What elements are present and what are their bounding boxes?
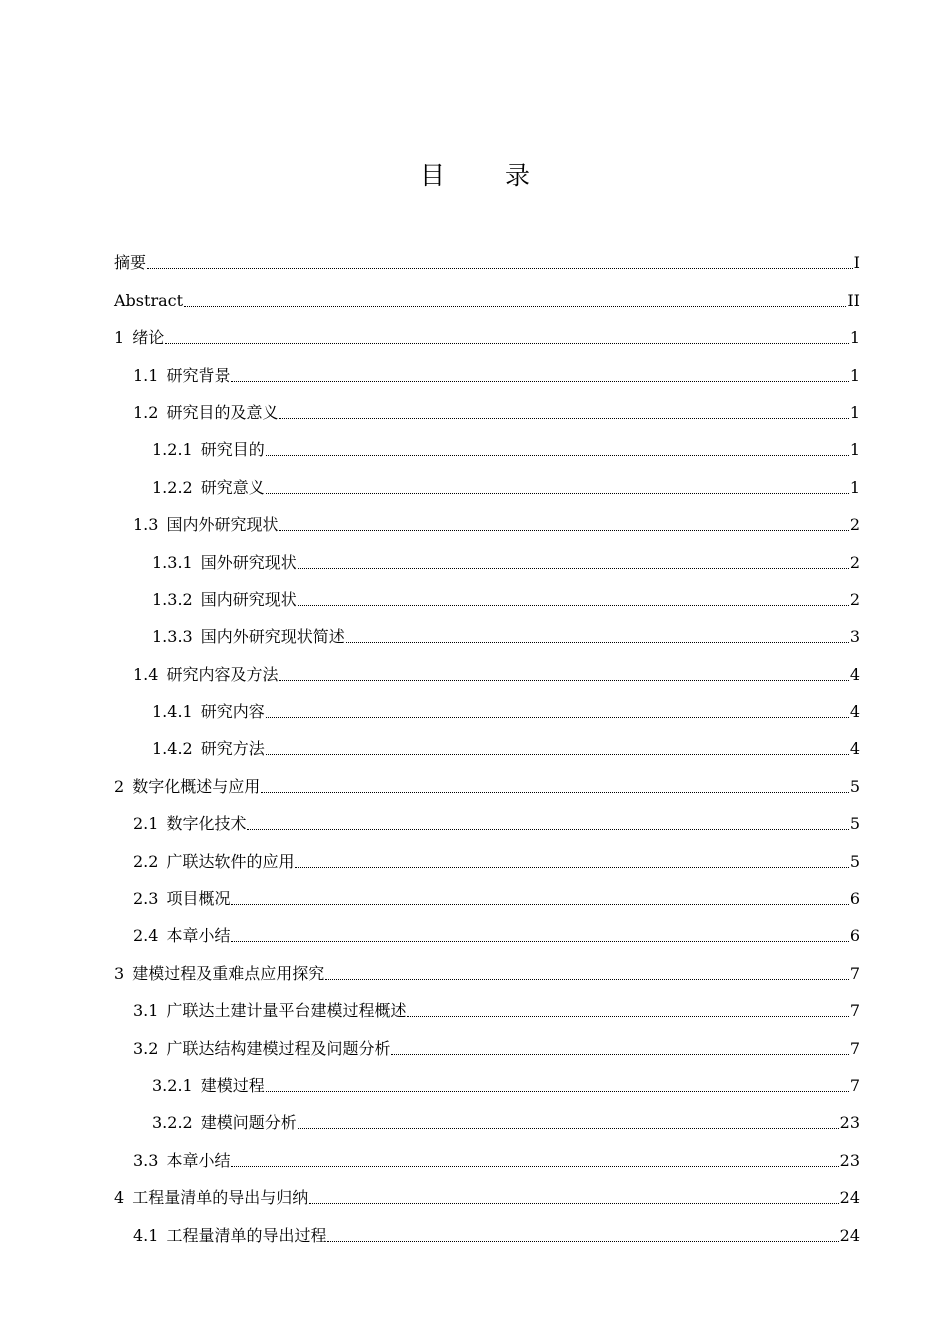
toc-entry[interactable] <box>114 760 860 797</box>
toc-entry-label <box>133 851 294 873</box>
toc-entry-page: 1 <box>849 365 860 385</box>
toc-entry-page: 4 <box>849 702 860 722</box>
toc-entry-label <box>152 1075 265 1097</box>
toc-entry-number: 3.2.2 <box>152 1113 193 1133</box>
toc-entry-label <box>152 738 265 760</box>
table-of-contents <box>114 237 860 1247</box>
toc-entry-page: 1 <box>849 440 860 460</box>
toc-entry-page: 1 <box>849 477 860 497</box>
toc-entry-text: 研究目的 <box>200 440 265 460</box>
toc-entry-label <box>114 290 183 312</box>
toc-entry[interactable] <box>114 611 860 648</box>
toc-dot-leader <box>298 604 849 606</box>
toc-entry-text: 数字化技术 <box>166 814 247 834</box>
toc-entry[interactable] <box>114 1209 860 1246</box>
toc-dot-leader <box>298 1127 839 1129</box>
toc-dot-leader <box>266 716 849 718</box>
toc-entry-text: 广联达结构建模过程及问题分析 <box>166 1038 391 1058</box>
toc-entry-label <box>133 664 278 686</box>
toc-dot-leader <box>231 1165 838 1167</box>
toc-entry-number: 4.1 <box>133 1225 159 1245</box>
toc-entry[interactable] <box>114 873 860 910</box>
toc-entry-number: 1.3.2 <box>152 589 193 609</box>
page-title: 目 录 <box>420 161 556 190</box>
toc-entry-label <box>133 813 246 835</box>
toc-entry[interactable] <box>114 686 860 723</box>
toc-entry-label <box>133 888 230 910</box>
toc-dot-leader <box>231 380 848 382</box>
toc-dot-leader <box>279 679 848 681</box>
toc-entry-label <box>152 1112 297 1134</box>
toc-entry-text: 广联达软件的应用 <box>166 851 295 871</box>
toc-entry[interactable] <box>114 648 860 685</box>
toc-entry[interactable] <box>114 387 860 424</box>
toc-entry-number: 1.4.1 <box>152 702 193 722</box>
toc-dot-leader <box>407 1015 848 1017</box>
toc-entry-text: 研究背景 <box>166 365 231 385</box>
toc-entry[interactable] <box>114 1060 860 1097</box>
toc-dot-leader <box>266 753 849 755</box>
toc-entry-label <box>114 327 164 349</box>
toc-entry-text: 工程量清单的导出与归纳 <box>132 1188 309 1208</box>
toc-entry-text: 国内外研究现状简述 <box>200 627 345 647</box>
toc-entry-number: 4 <box>114 1188 125 1208</box>
toc-entry[interactable] <box>114 1172 860 1209</box>
toc-entry-text: 广联达土建计量平台建模过程概述 <box>166 1001 407 1021</box>
toc-entry-text: 建模过程 <box>200 1075 265 1095</box>
toc-entry-text: 数字化概述与应用 <box>132 776 261 796</box>
toc-entry[interactable] <box>114 985 860 1022</box>
toc-entry-page: 1 <box>849 328 860 348</box>
toc-dot-leader <box>279 529 848 531</box>
toc-entry-number: 3 <box>114 963 125 983</box>
toc-entry-label <box>133 1225 326 1247</box>
toc-entry-page: 24 <box>839 1188 860 1208</box>
toc-entry-number: 1.1 <box>133 365 159 385</box>
toc-entry[interactable] <box>114 536 860 573</box>
toc-entry-page: II <box>847 290 860 310</box>
toc-entry-text: 国外研究现状 <box>200 552 297 572</box>
toc-entry-number: 1.2 <box>133 402 159 422</box>
toc-entry[interactable] <box>114 237 860 274</box>
toc-entry-number: 1.2.1 <box>152 440 193 460</box>
toc-entry-page: 24 <box>839 1225 860 1245</box>
toc-entry-label <box>114 252 146 274</box>
toc-entry-text: 研究内容及方法 <box>166 664 279 684</box>
toc-entry-number: 1 <box>114 328 125 348</box>
toc-entry-number: 2.1 <box>133 814 159 834</box>
toc-dot-leader <box>231 940 848 942</box>
toc-dot-leader <box>147 267 853 269</box>
toc-entry-page: 2 <box>849 589 860 609</box>
toc-entry-label <box>133 925 230 947</box>
toc-entry-number: 1.2.2 <box>152 477 193 497</box>
toc-entry-number: 3.2.1 <box>152 1075 193 1095</box>
toc-entry[interactable] <box>114 424 860 461</box>
toc-dot-leader <box>261 791 849 793</box>
toc-entry-page: 6 <box>849 889 860 909</box>
toc-entry-label <box>133 365 230 387</box>
toc-entry[interactable] <box>114 1097 860 1134</box>
toc-entry-page: 4 <box>849 664 860 684</box>
toc-entry-number: 1.4 <box>133 664 159 684</box>
toc-entry-number: 3.2 <box>133 1038 159 1058</box>
toc-entry[interactable] <box>114 312 860 349</box>
toc-entry-text: 项目概况 <box>166 889 231 909</box>
toc-entry-label <box>133 1000 406 1022</box>
toc-entry-number: 2.2 <box>133 851 159 871</box>
toc-entry-text: 建模问题分析 <box>200 1113 297 1133</box>
toc-entry-label <box>152 439 265 461</box>
toc-entry-text: 建模过程及重难点应用探究 <box>132 963 325 983</box>
toc-entry-page: 5 <box>849 776 860 796</box>
toc-dot-leader <box>231 903 848 905</box>
toc-entry-number: 2.3 <box>133 889 159 909</box>
toc-entry-label <box>114 963 324 985</box>
toc-entry-page: 6 <box>849 926 860 946</box>
toc-dot-leader <box>266 492 849 494</box>
toc-entry-page: 1 <box>849 402 860 422</box>
toc-entry-page: 2 <box>849 552 860 572</box>
toc-dot-leader <box>279 417 848 419</box>
toc-entry[interactable] <box>114 274 860 311</box>
toc-dot-leader <box>266 1090 849 1092</box>
toc-entry[interactable] <box>114 910 860 947</box>
toc-dot-leader <box>309 1202 838 1204</box>
toc-entry-text: 国内外研究现状 <box>166 515 279 535</box>
toc-entry-number: 1.4.2 <box>152 739 193 759</box>
toc-dot-leader <box>346 641 849 643</box>
toc-entry[interactable] <box>114 835 860 872</box>
toc-entry-text: 摘要 <box>114 253 147 273</box>
toc-entry[interactable] <box>114 461 860 498</box>
toc-dot-leader <box>165 342 849 344</box>
toc-entry-label <box>152 626 345 648</box>
toc-dot-leader <box>184 305 846 307</box>
toc-entry-text: 研究内容 <box>200 702 265 722</box>
toc-entry-number: 1.3 <box>133 515 159 535</box>
toc-entry[interactable] <box>114 1022 860 1059</box>
toc-entry-label <box>133 1038 390 1060</box>
toc-entry-label <box>152 701 265 723</box>
toc-entry-text: 研究方法 <box>200 739 265 759</box>
toc-entry-text: Abstract <box>114 290 184 310</box>
toc-entry-page: 2 <box>849 515 860 535</box>
toc-entry-number: 2 <box>114 776 125 796</box>
toc-entry-label <box>133 402 278 424</box>
toc-dot-leader <box>266 454 849 456</box>
toc-entry[interactable] <box>114 723 860 760</box>
toc-entry[interactable] <box>114 947 860 984</box>
toc-entry-text: 研究意义 <box>200 477 265 497</box>
toc-dot-leader <box>391 1053 848 1055</box>
toc-entry-label <box>133 1150 230 1172</box>
toc-entry-page: 5 <box>849 851 860 871</box>
toc-entry-page: 4 <box>849 739 860 759</box>
toc-entry-label <box>152 589 297 611</box>
toc-entry[interactable] <box>114 499 860 536</box>
toc-entry-number: 3.3 <box>133 1150 159 1170</box>
toc-entry-text: 本章小结 <box>166 926 231 946</box>
toc-entry[interactable] <box>114 798 860 835</box>
toc-dot-leader <box>327 1240 838 1242</box>
toc-entry-text: 本章小结 <box>166 1150 231 1170</box>
toc-entry-text: 绪论 <box>132 328 165 348</box>
toc-entry-page: 5 <box>849 814 860 834</box>
toc-entry-number: 2.4 <box>133 926 159 946</box>
toc-dot-leader <box>325 978 849 980</box>
toc-entry-page: 7 <box>849 1075 860 1095</box>
toc-entry[interactable] <box>114 574 860 611</box>
toc-dot-leader <box>295 866 848 868</box>
toc-entry-label <box>152 552 297 574</box>
toc-dot-leader <box>247 828 848 830</box>
toc-entry[interactable] <box>114 349 860 386</box>
toc-entry-page: 23 <box>839 1113 860 1133</box>
toc-entry-page: I <box>853 253 860 273</box>
toc-entry-label <box>114 776 260 798</box>
toc-entry-page: 7 <box>849 963 860 983</box>
toc-entry-label <box>152 477 265 499</box>
toc-entry-number: 1.3.1 <box>152 552 193 572</box>
toc-entry-page: 7 <box>849 1038 860 1058</box>
toc-entry[interactable] <box>114 1134 860 1171</box>
toc-entry-page: 7 <box>849 1001 860 1021</box>
toc-entry-label <box>114 1187 308 1209</box>
toc-entry-label <box>133 514 278 536</box>
toc-entry-page: 3 <box>849 627 860 647</box>
toc-entry-number: 3.1 <box>133 1001 159 1021</box>
toc-entry-text: 研究目的及意义 <box>166 402 279 422</box>
toc-entry-page: 23 <box>839 1150 860 1170</box>
toc-entry-number: 1.3.3 <box>152 627 193 647</box>
toc-dot-leader <box>298 567 849 569</box>
toc-entry-text: 工程量清单的导出过程 <box>166 1225 327 1245</box>
toc-entry-text: 国内研究现状 <box>200 589 297 609</box>
